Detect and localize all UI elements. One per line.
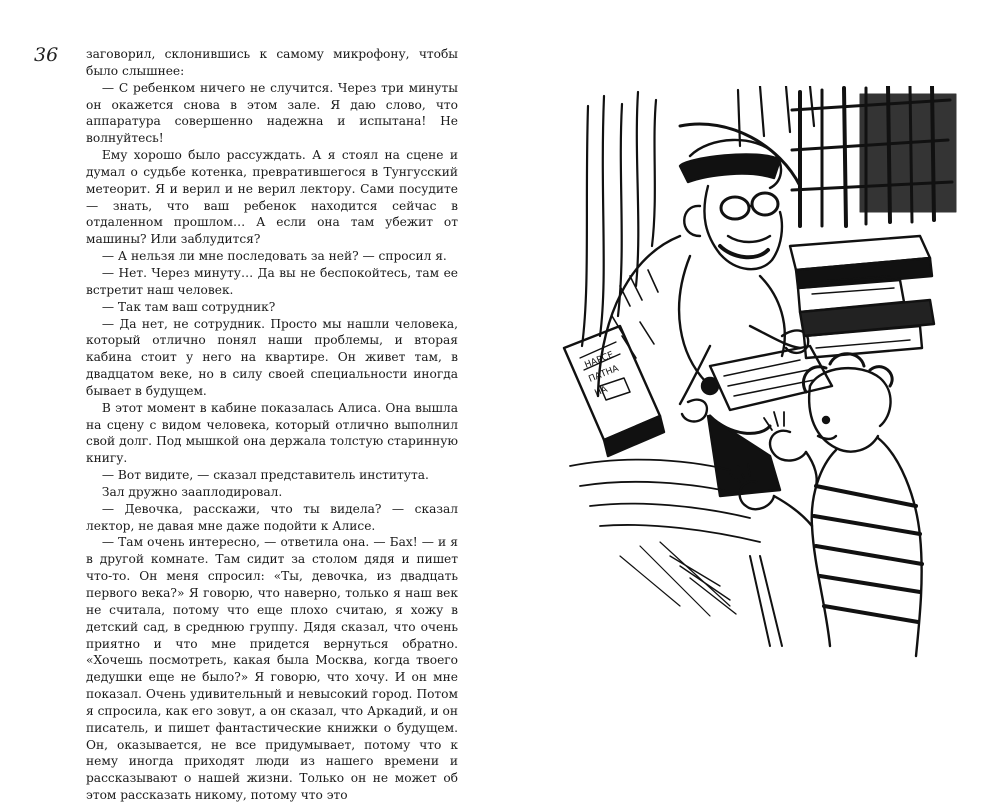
old-book [564, 326, 664, 456]
book-cover-line-1: НАРСЕ [583, 350, 616, 371]
paragraph: — Да нет, не сотрудник. Просто мы нашли человека, который отлично понял наши проблемы, и вторая кабина стоит у него на квартире. Он живет там, в двадцатом веке, но в силу своей специальности иногда бывает в будущем. [86, 316, 458, 398]
paragraph: — Девочка, расскажи, что ты видела? — сказал лектор, не давая мне даже подойти к Алисе. [86, 501, 458, 533]
writer-figure [598, 140, 808, 422]
paragraph: заговорил, склонившись к самому микрофону, чтобы было слышнее: [86, 47, 458, 78]
paragraph: — А нельзя ли мне последовать за ней? — спросил я. [101, 249, 447, 264]
paragraph: Ему хорошо было рассуждать. А я стоял на сцене и думал о судьбе котенка, превратившегося в Тунгусский метеорит. Я и верил и не верил лектору. Сами посудите — знать, что ваш ребенок находится сейчас в отдаленном прошлом… А если она там убежит от машины? Или заблудится? [86, 148, 458, 247]
paragraph: В этот момент в кабине показалась Алиса. Она вышла на сцену с видом человека, который отлично выполнил свой долг. Под мышкой она держала толстую старинную книгу. [86, 400, 458, 466]
book-cover-line-3: НА [593, 384, 610, 399]
paragraph: — Вот видите, — сказал представитель института. [101, 468, 429, 483]
dark-shelf-shadow [860, 94, 956, 212]
paragraph: — Там очень интересно, — ответила она. — Бах! — и я в другой комнате. Там сидит за столом дядя и пишет что-то. Он меня спросил: «Ты, девочка, из двадцать первого века?» Я говорю, что наверно, только я наш век не считала, потому что еще плохо считаю, я хожу в детский сад, в среднюю группу. Дядя сказал, что очень приятно и что мне придется вернуться обратно. «Хочешь посмотреть, какая была Москва, когда твоего дедушки еще не было?» Я говорю, что хочу. И он мне показал. Очень удивительный и невысокий город. Потом я спросила, как его зовут, а он сказал, что Аркадий, и он писатель, и пишет фантастические книжки о будущем. Он, оказывается, не все придумывает, потому что к нему иногда приходят люди из нашего времени и рассказывают о нашей жизни. Только он не может об этом рассказать никому, потому что это [86, 535, 458, 803]
girl-figure [730, 354, 922, 656]
book-cover-line-2: ПАТНА [587, 363, 621, 385]
page-number: 36 [34, 44, 59, 66]
desk-shadow [670, 556, 782, 646]
paragraph: — С ребенком ничего не случится. Через три минуты он окажется снова в этом зале. Я даю слово, что аппаратура совершенно надежна и испытана! Не волнуйтесь! [86, 80, 458, 146]
body-text [86, 46, 458, 804]
illustration-writer-and-girl [560, 86, 970, 660]
paragraph: Зал дружно зааплодировал. [101, 484, 283, 499]
paragraph: — Нет. Через минуту… Да вы не беспокойтесь, там ее встретит наш человек. [86, 265, 458, 297]
paragraph: — Так там ваш сотрудник? [101, 299, 276, 314]
book-stack [790, 236, 934, 358]
